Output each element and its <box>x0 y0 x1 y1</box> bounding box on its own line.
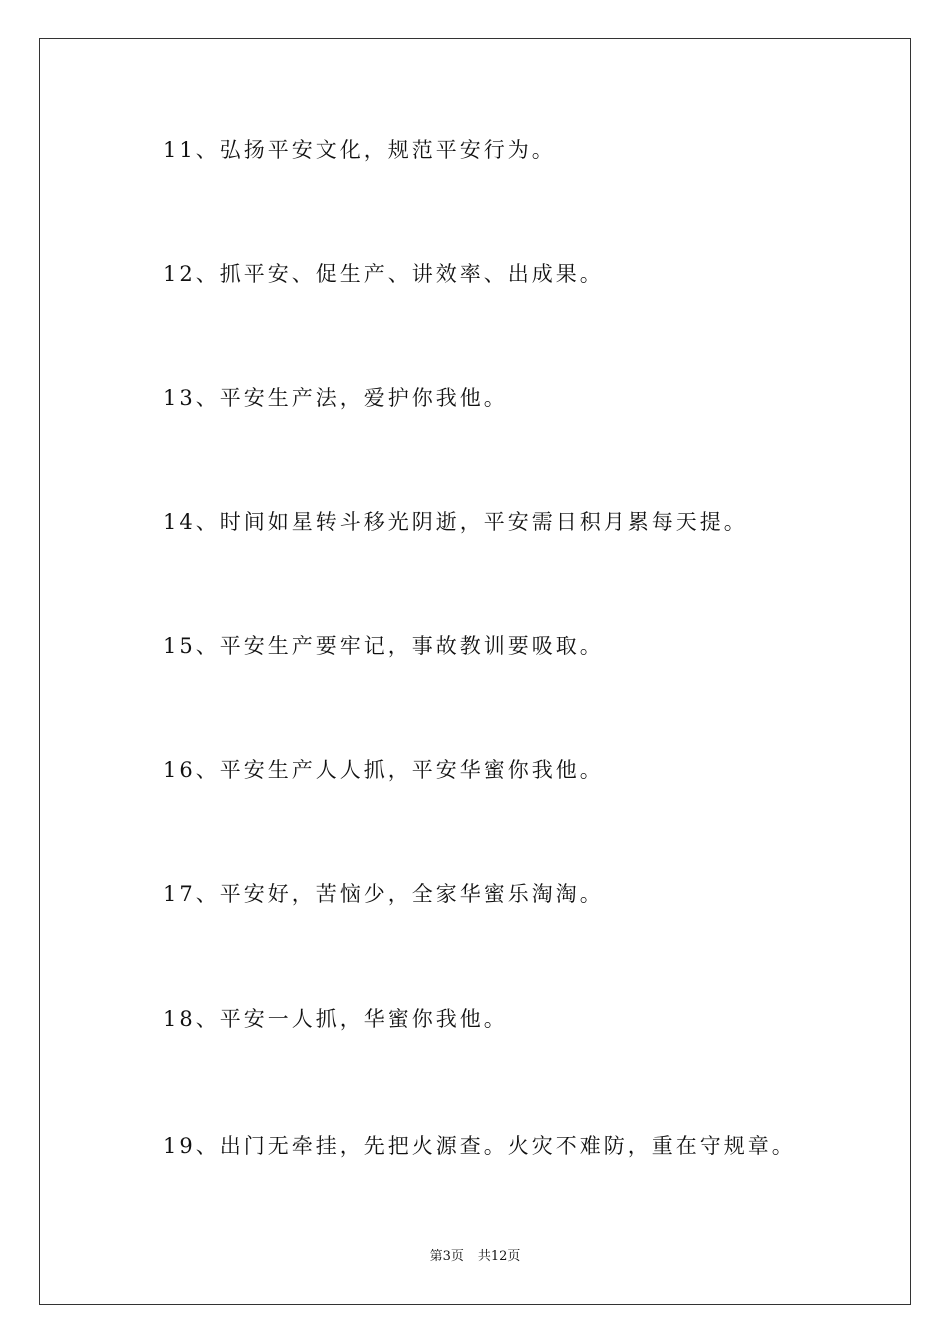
page-border <box>39 38 911 1305</box>
page-number-current: 第3页 <box>429 1249 464 1264</box>
slogan-line-18: 18、平安一人抓，华蜜你我他。 <box>163 1007 508 1031</box>
slogan-line-14: 14、时间如星转斗移光阴逝，平安需日积月累每天提。 <box>163 510 748 534</box>
slogan-line-11: 11、弘扬平安文化，规范平安行为。 <box>163 138 556 162</box>
slogan-line-19: 19、出门无牵挂，先把火源查。火灾不难防，重在守规章。 <box>163 1134 796 1158</box>
slogan-line-13: 13、平安生产法，爱护你我他。 <box>163 386 508 410</box>
page-footer <box>0 1248 950 1266</box>
page-number-total: 共12页 <box>477 1249 521 1264</box>
slogan-line-17: 17、平安好，苦恼少，全家华蜜乐淘淘。 <box>163 882 604 906</box>
slogan-line-12: 12、抓平安、促生产、讲效率、出成果。 <box>163 262 604 286</box>
slogan-line-15: 15、平安生产要牢记，事故教训要吸取。 <box>163 634 604 658</box>
slogan-line-16: 16、平安生产人人抓，平安华蜜你我他。 <box>163 758 604 782</box>
